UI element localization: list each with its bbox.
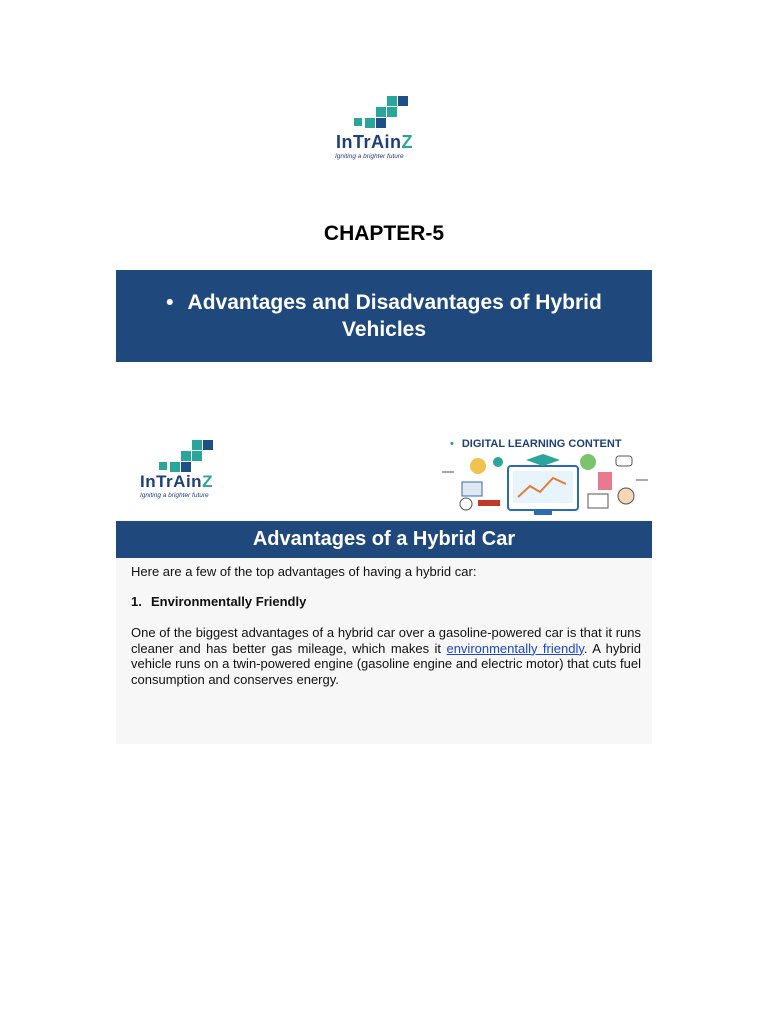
chapter-title-banner: [116, 270, 652, 362]
logo-tagline: Igniting a brighter future: [335, 153, 404, 160]
section-title: Advantages of a Hybrid Car: [116, 521, 652, 558]
logo-tagline: Igniting a brighter future: [140, 492, 209, 499]
point-heading: 1. Environmentally Friendly: [131, 594, 307, 609]
dlc-title: • DIGITAL LEARNING CONTENT: [450, 438, 622, 450]
slide-panel: [116, 432, 652, 744]
slide-header: [116, 432, 652, 520]
slide-intrainz-logo: [136, 440, 251, 506]
intro-text: Here are a few of the top advantages of having a hybrid car:: [131, 564, 477, 579]
paragraph: One of the biggest advantages of a hybrid car over a gasoline-powered car is that it runs cleaner and has better gas mileage, which makes it environmentally friendly. A hybrid vehicle runs on a twin-powered engine (gasoline engine and electric motor) that cuts fuel consumption and conserves energy.: [131, 625, 641, 687]
environmentally-friendly-link[interactable]: environmentally friendly: [446, 640, 584, 656]
digital-learning-illustration-icon: [438, 452, 650, 518]
banner-title: • Advantages and Disadvantages of Hybrid Vehicles: [166, 291, 602, 341]
logo-wordmark: InTrAinZ: [336, 132, 413, 152]
chapter-heading: CHAPTER-5: [323, 222, 445, 245]
intrainz-logo: [331, 96, 443, 164]
logo-mosaic-icon: [349, 96, 409, 136]
digital-learning-content: [438, 436, 650, 518]
logo-wordmark: InTrAinZ: [140, 472, 213, 491]
